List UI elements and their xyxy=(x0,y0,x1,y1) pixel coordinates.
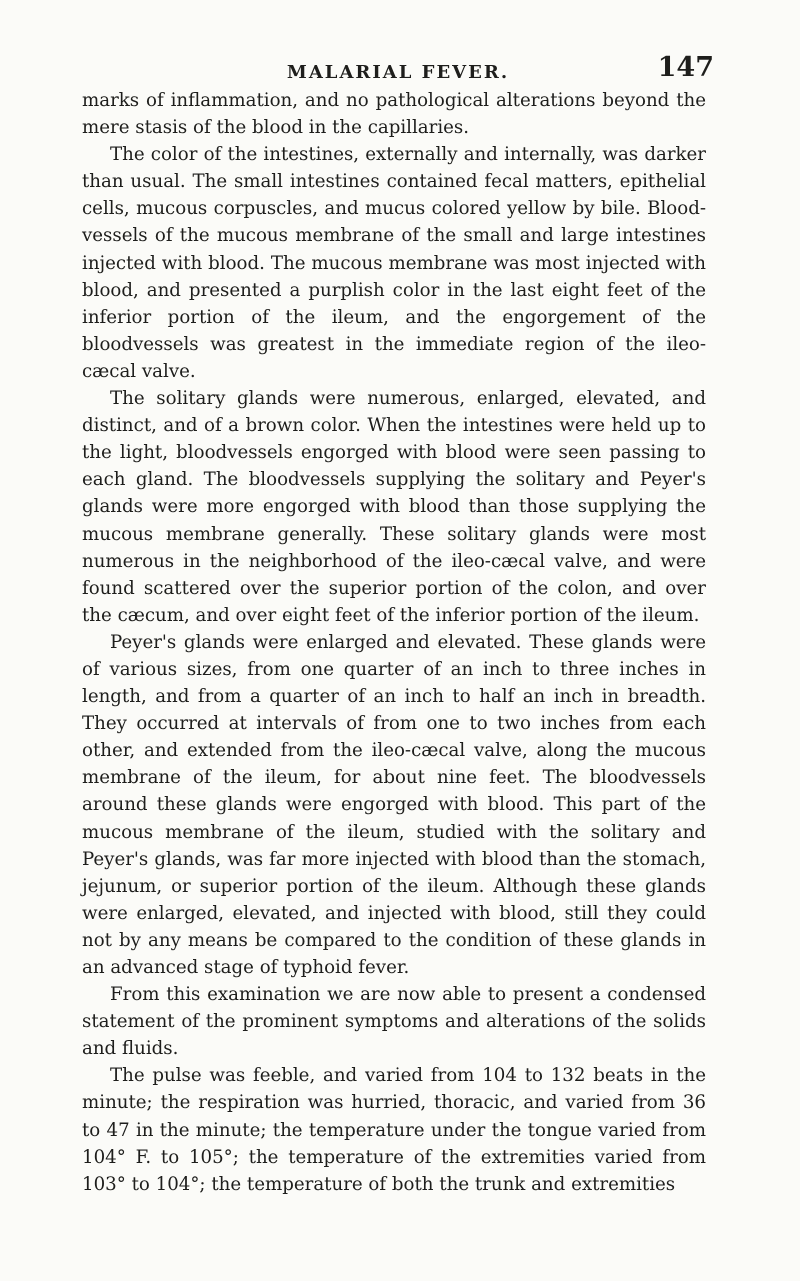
page-number: 147 xyxy=(657,52,714,83)
running-title: MALARIAL FEVER. xyxy=(286,62,510,83)
running-head xyxy=(82,52,714,92)
paragraph-peyers-glands: Peyer's glands were enlarged and elevated. These glands were of various sizes, from one quarter of an inch to three inches in length, and from a quarter of an inch to half an inch in breadth. They occurred at intervals of from one to two inches from each other, and extended from the ileo-cæcal valve, along the mucous membrane of the ileum, for about nine feet. The bloodvessels around these glands were engorged with blood. This part of the mucous membrane of the ileum, studied with the solitary and Peyer's glands, was far more injected with blood than the stomach, jejunum, or superior portion of the ileum. Although these glands were enlarged, elevated, and injected with blood, still they could not by any means be compared to the condition of these glands in an advanced stage of typhoid fever. xyxy=(82,631,706,978)
paragraph-condensed-statement: From this examination we are now able to present a condensed statement of the prominent symptoms and alterations of the solids and fluids. xyxy=(82,984,706,1060)
paragraph-intestines-color: The color of the intestines, externally and internally, was darker than usual. The small intestines contained fecal matters, epithelial cells, mucous corpuscles, and mucus colored yellow by bile. Blood-vessels of the mucous membrane of the small and large intestines injected with blood. The mucous membrane was most injected with blood, and presented a purplish color in the last eight feet of the inferior portion of the ileum, and the engorgement of the bloodvessels was greatest in the immediate region of the ileo-cæcal valve. xyxy=(82,144,706,382)
paragraph-pulse: The pulse was feeble, and varied from 104 to 132 beats in the minute; the respiration was hurried, thoracic, and varied from 36 to 47 in the minute; the temperature under the tongue varied from 104° F. to 105°; the temperature of the extremities varied from 103° to 104°; the temperature of both the trunk and extremities xyxy=(82,1065,706,1195)
body-text xyxy=(82,87,706,1198)
paragraph-solitary-glands: The solitary glands were numerous, enlarged, elevated, and distinct, and of a brown color. When the intestines were held up to the light, bloodvessels engorged with blood were seen passing to each gland. The bloodvessels supplying the solitary and Peyer's glands were more engorged with blood than those supplying the mucous membrane generally. These solitary glands were most numerous in the neighborhood of the ileo-cæcal valve, and were found scattered over the superior portion of the colon, and over the cæcum, and over eight feet of the inferior portion of the ileum. xyxy=(82,388,706,626)
paragraph-continued: marks of inflammation, and no pathological alterations beyond the mere stasis of the blood in the capillaries. xyxy=(82,90,706,139)
